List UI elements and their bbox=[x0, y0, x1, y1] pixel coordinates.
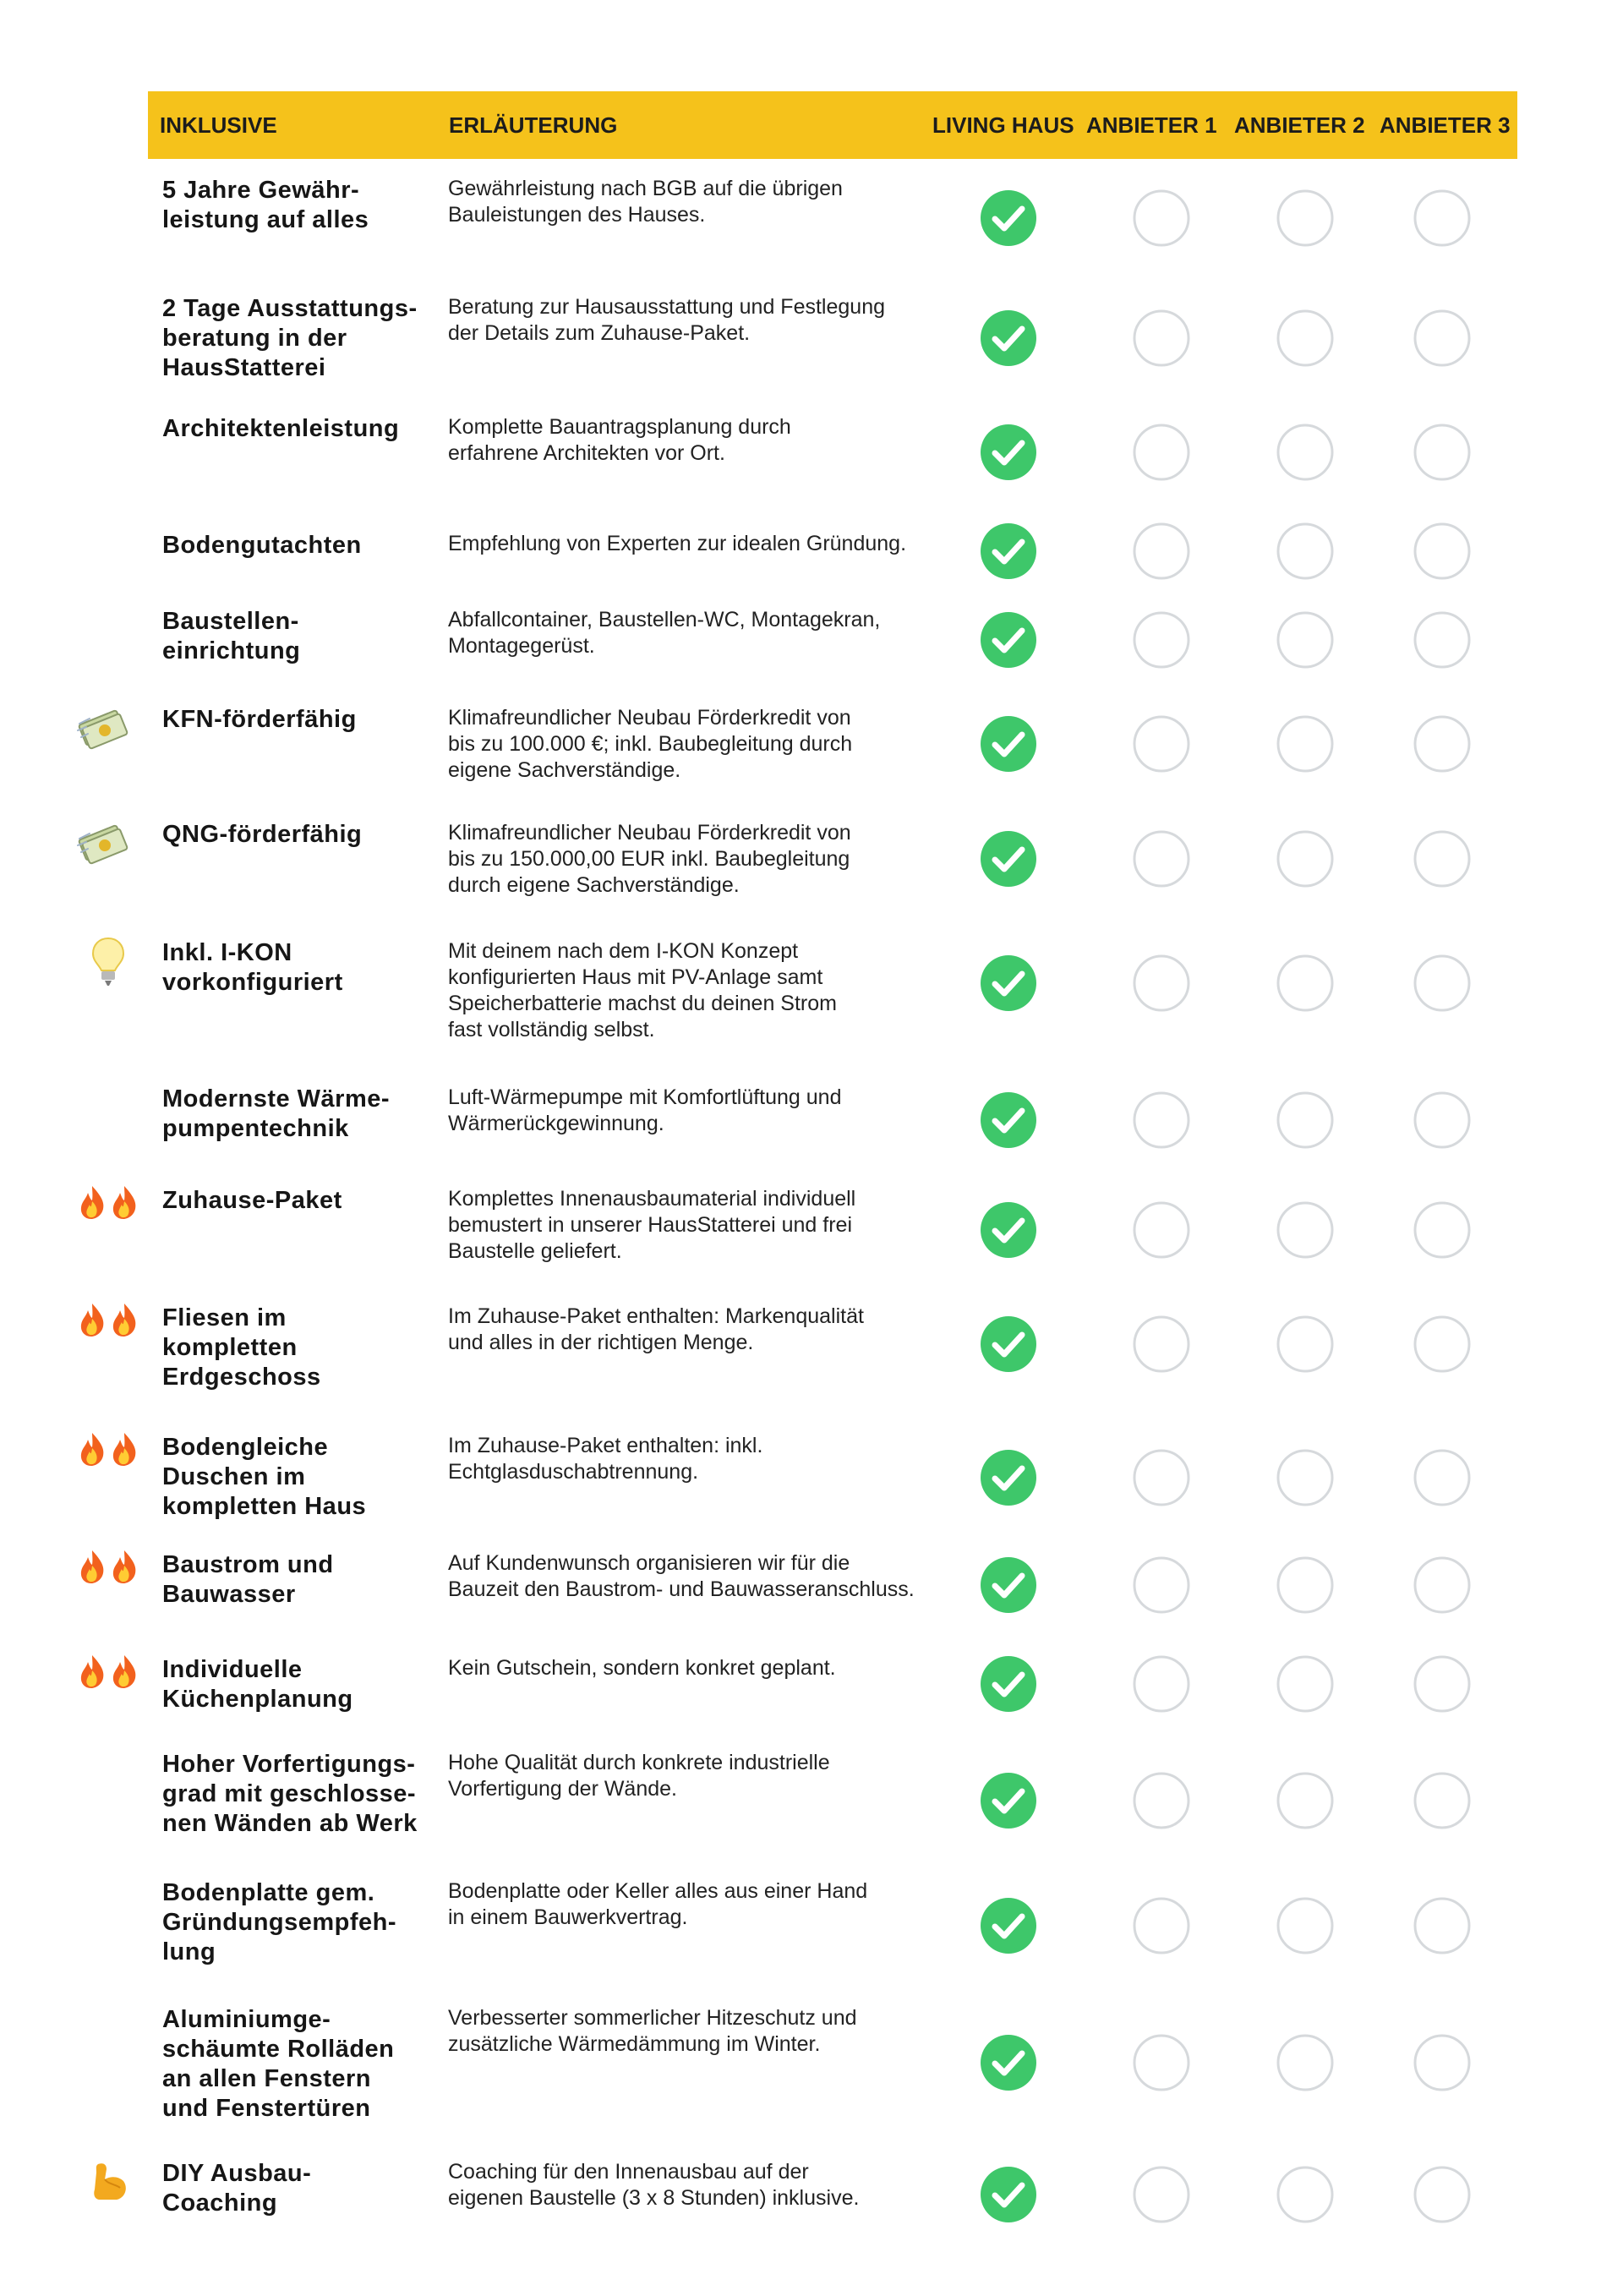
feature-description: Mit deinem nach dem I-KON Konzept konfigurierten Haus mit PV-Anlage samt Speicherbatterie machst du deinen Strom fast vollständig selbst. bbox=[448, 939, 837, 1041]
anbieter-1-check-empty-icon bbox=[1131, 610, 1192, 670]
living-haus-check-icon bbox=[978, 1654, 1039, 1714]
anbieter-3-check-empty-icon bbox=[1412, 2032, 1473, 2093]
header-living-haus: LIVING HAUS bbox=[932, 112, 1074, 138]
anbieter-1-check-empty-icon bbox=[1131, 1200, 1192, 1260]
anbieter-1-check-empty-icon bbox=[1131, 1447, 1192, 1508]
anbieter-2-check-empty-icon bbox=[1275, 713, 1336, 774]
anbieter-1-check-empty-icon bbox=[1131, 1090, 1192, 1151]
anbieter-1-check-empty-icon bbox=[1131, 2032, 1192, 2093]
anbieter-2-check-empty-icon bbox=[1275, 1447, 1336, 1508]
fire-icon bbox=[74, 1302, 142, 1342]
anbieter-3-check-empty-icon bbox=[1412, 188, 1473, 249]
living-haus-check-icon bbox=[978, 521, 1039, 582]
anbieter-1-check-empty-icon bbox=[1131, 1555, 1192, 1615]
fire-icon bbox=[74, 1431, 142, 1471]
feature-description: Coaching für den Innenausbau auf der eigenen Baustelle (3 x 8 Stunden) inklusive. bbox=[448, 2160, 860, 2210]
anbieter-3-check-empty-icon bbox=[1412, 308, 1473, 369]
flexed-biceps-icon bbox=[91, 2161, 130, 2207]
fire-icon bbox=[74, 1549, 142, 1588]
living-haus-check-icon bbox=[978, 610, 1039, 670]
feature-description: Bodenplatte oder Keller alles aus einer Hand in einem Bauwerkvertrag. bbox=[448, 1879, 868, 1929]
living-haus-check-icon bbox=[978, 713, 1039, 774]
anbieter-3-check-empty-icon bbox=[1412, 2164, 1473, 2225]
living-haus-check-icon bbox=[978, 1200, 1039, 1260]
living-haus-check-icon bbox=[978, 1314, 1039, 1375]
living-haus-check-icon bbox=[978, 422, 1039, 483]
header-anbieter-2: ANBIETER 2 bbox=[1234, 112, 1365, 138]
fire-icon bbox=[74, 1654, 142, 1693]
feature-description: Beratung zur Hausausstattung und Festlegung der Details zum Zuhause-Paket. bbox=[448, 295, 886, 345]
anbieter-1-check-empty-icon bbox=[1131, 2164, 1192, 2225]
feature-label: 2 Tage Ausstattungs- beratung in der HausStatterei bbox=[162, 295, 418, 381]
header-anbieter-1: ANBIETER 1 bbox=[1086, 112, 1217, 138]
anbieter-1-check-empty-icon bbox=[1131, 713, 1192, 774]
anbieter-2-check-empty-icon bbox=[1275, 1200, 1336, 1260]
living-haus-check-icon bbox=[978, 1555, 1039, 1615]
feature-description: Klimafreundlicher Neubau Förderkredit von bis zu 100.000 €; inkl. Baubegleitung durch eigene Sachverständige. bbox=[448, 706, 853, 782]
anbieter-3-check-empty-icon bbox=[1412, 422, 1473, 483]
living-haus-check-icon bbox=[978, 953, 1039, 1014]
feature-description: Abfallcontainer, Baustellen-WC, Montagekran, Montagegerüst. bbox=[448, 608, 881, 658]
feature-description: Im Zuhause-Paket enthalten: Markenqualität und alles in der richtigen Menge. bbox=[448, 1304, 864, 1354]
living-haus-check-icon bbox=[978, 2032, 1039, 2093]
anbieter-3-check-empty-icon bbox=[1412, 1770, 1473, 1831]
feature-description: Auf Kundenwunsch organisieren wir für die Bauzeit den Baustrom- und Bauwasseranschluss. bbox=[448, 1551, 915, 1601]
header-inklusive: INKLUSIVE bbox=[160, 112, 277, 138]
feature-label: Modernste Wärme- pumpentechnik bbox=[162, 1085, 391, 1142]
feature-description: Verbesserter sommerlicher Hitzeschutz und zusätzliche Wärmedämmung im Winter. bbox=[448, 2006, 857, 2056]
fire-icon bbox=[74, 1184, 142, 1224]
anbieter-1-check-empty-icon bbox=[1131, 1770, 1192, 1831]
anbieter-3-check-empty-icon bbox=[1412, 828, 1473, 889]
feature-label: QNG-förderfähig bbox=[162, 821, 363, 848]
feature-label: Aluminiumge- schäumte Rolläden an allen Fenstern und Fenstertüren bbox=[162, 2006, 395, 2122]
anbieter-3-check-empty-icon bbox=[1412, 1314, 1473, 1375]
feature-label: 5 Jahre Gewähr- leistung auf alles bbox=[162, 177, 369, 233]
anbieter-2-check-empty-icon bbox=[1275, 2032, 1336, 2093]
anbieter-2-check-empty-icon bbox=[1275, 2164, 1336, 2225]
light-bulb-icon bbox=[91, 937, 125, 992]
anbieter-2-check-empty-icon bbox=[1275, 1555, 1336, 1615]
feature-label: Bodengutachten bbox=[162, 532, 362, 559]
feature-label: Baustrom und Bauwasser bbox=[162, 1551, 334, 1608]
anbieter-3-check-empty-icon bbox=[1412, 1447, 1473, 1508]
feature-label: Zuhause-Paket bbox=[162, 1187, 342, 1214]
living-haus-check-icon bbox=[978, 1447, 1039, 1508]
header-erlaeuterung: ERLÄUTERUNG bbox=[449, 112, 618, 138]
anbieter-1-check-empty-icon bbox=[1131, 188, 1192, 249]
anbieter-3-check-empty-icon bbox=[1412, 610, 1473, 670]
anbieter-1-check-empty-icon bbox=[1131, 828, 1192, 889]
feature-label: Inkl. I-KON vorkonfiguriert bbox=[162, 939, 343, 996]
feature-description: Im Zuhause-Paket enthalten: inkl. Echtglasduschabtrennung. bbox=[448, 1434, 763, 1484]
feature-description: Luft-Wärmepumpe mit Komfortlüftung und Wärmerückgewinnung. bbox=[448, 1085, 842, 1135]
money-icon bbox=[76, 818, 130, 870]
anbieter-1-check-empty-icon bbox=[1131, 422, 1192, 483]
feature-label: DIY Ausbau- Coaching bbox=[162, 2160, 312, 2217]
living-haus-check-icon bbox=[978, 188, 1039, 249]
anbieter-2-check-empty-icon bbox=[1275, 1090, 1336, 1151]
living-haus-check-icon bbox=[978, 1895, 1039, 1956]
anbieter-2-check-empty-icon bbox=[1275, 828, 1336, 889]
feature-label: Architektenleistung bbox=[162, 415, 400, 442]
anbieter-1-check-empty-icon bbox=[1131, 953, 1192, 1014]
anbieter-2-check-empty-icon bbox=[1275, 1314, 1336, 1375]
anbieter-3-check-empty-icon bbox=[1412, 1895, 1473, 1956]
anbieter-2-check-empty-icon bbox=[1275, 308, 1336, 369]
anbieter-3-check-empty-icon bbox=[1412, 1200, 1473, 1260]
feature-label: Baustellen- einrichtung bbox=[162, 608, 301, 664]
anbieter-2-check-empty-icon bbox=[1275, 521, 1336, 582]
feature-label: Individuelle Küchenplanung bbox=[162, 1656, 353, 1713]
anbieter-1-check-empty-icon bbox=[1131, 521, 1192, 582]
anbieter-3-check-empty-icon bbox=[1412, 1654, 1473, 1714]
anbieter-3-check-empty-icon bbox=[1412, 1555, 1473, 1615]
anbieter-1-check-empty-icon bbox=[1131, 308, 1192, 369]
anbieter-1-check-empty-icon bbox=[1131, 1654, 1192, 1714]
anbieter-1-check-empty-icon bbox=[1131, 1895, 1192, 1956]
header-anbieter-3: ANBIETER 3 bbox=[1380, 112, 1511, 138]
anbieter-3-check-empty-icon bbox=[1412, 521, 1473, 582]
living-haus-check-icon bbox=[978, 1090, 1039, 1151]
anbieter-2-check-empty-icon bbox=[1275, 1654, 1336, 1714]
living-haus-check-icon bbox=[978, 308, 1039, 369]
feature-label: Bodengleiche Duschen im kompletten Haus bbox=[162, 1434, 367, 1520]
feature-description: Kein Gutschein, sondern konkret geplant. bbox=[448, 1656, 836, 1680]
feature-description: Empfehlung von Experten zur idealen Gründung. bbox=[448, 532, 907, 555]
anbieter-2-check-empty-icon bbox=[1275, 953, 1336, 1014]
anbieter-2-check-empty-icon bbox=[1275, 610, 1336, 670]
anbieter-3-check-empty-icon bbox=[1412, 1090, 1473, 1151]
feature-description: Hohe Qualität durch konkrete industrielle Vorfertigung der Wände. bbox=[448, 1751, 830, 1801]
anbieter-3-check-empty-icon bbox=[1412, 713, 1473, 774]
anbieter-2-check-empty-icon bbox=[1275, 1895, 1336, 1956]
anbieter-3-check-empty-icon bbox=[1412, 953, 1473, 1014]
feature-description: Gewährleistung nach BGB auf die übrigen Bauleistungen des Hauses. bbox=[448, 177, 843, 227]
feature-label: Hoher Vorfertigungs- grad mit geschlosse- nen Wänden ab Werk bbox=[162, 1751, 418, 1837]
living-haus-check-icon bbox=[978, 2164, 1039, 2225]
feature-description: Komplette Bauantragsplanung durch erfahrene Architekten vor Ort. bbox=[448, 415, 791, 465]
money-icon bbox=[76, 703, 130, 755]
anbieter-2-check-empty-icon bbox=[1275, 1770, 1336, 1831]
feature-label: Bodenplatte gem. Gründungsempfeh- lung bbox=[162, 1879, 397, 1965]
living-haus-check-icon bbox=[978, 1770, 1039, 1831]
anbieter-2-check-empty-icon bbox=[1275, 422, 1336, 483]
living-haus-check-icon bbox=[978, 828, 1039, 889]
feature-description: Klimafreundlicher Neubau Förderkredit von bis zu 150.000,00 EUR inkl. Baubegleitung durch eigene Sachverständige. bbox=[448, 821, 851, 897]
feature-description: Komplettes Innenausbaumaterial individuell bemustert in unserer HausStatterei und frei Baustelle geliefert. bbox=[448, 1187, 856, 1263]
feature-label: Fliesen im kompletten Erdgeschoss bbox=[162, 1304, 321, 1391]
anbieter-2-check-empty-icon bbox=[1275, 188, 1336, 249]
anbieter-1-check-empty-icon bbox=[1131, 1314, 1192, 1375]
feature-label: KFN-förderfähig bbox=[162, 706, 357, 733]
